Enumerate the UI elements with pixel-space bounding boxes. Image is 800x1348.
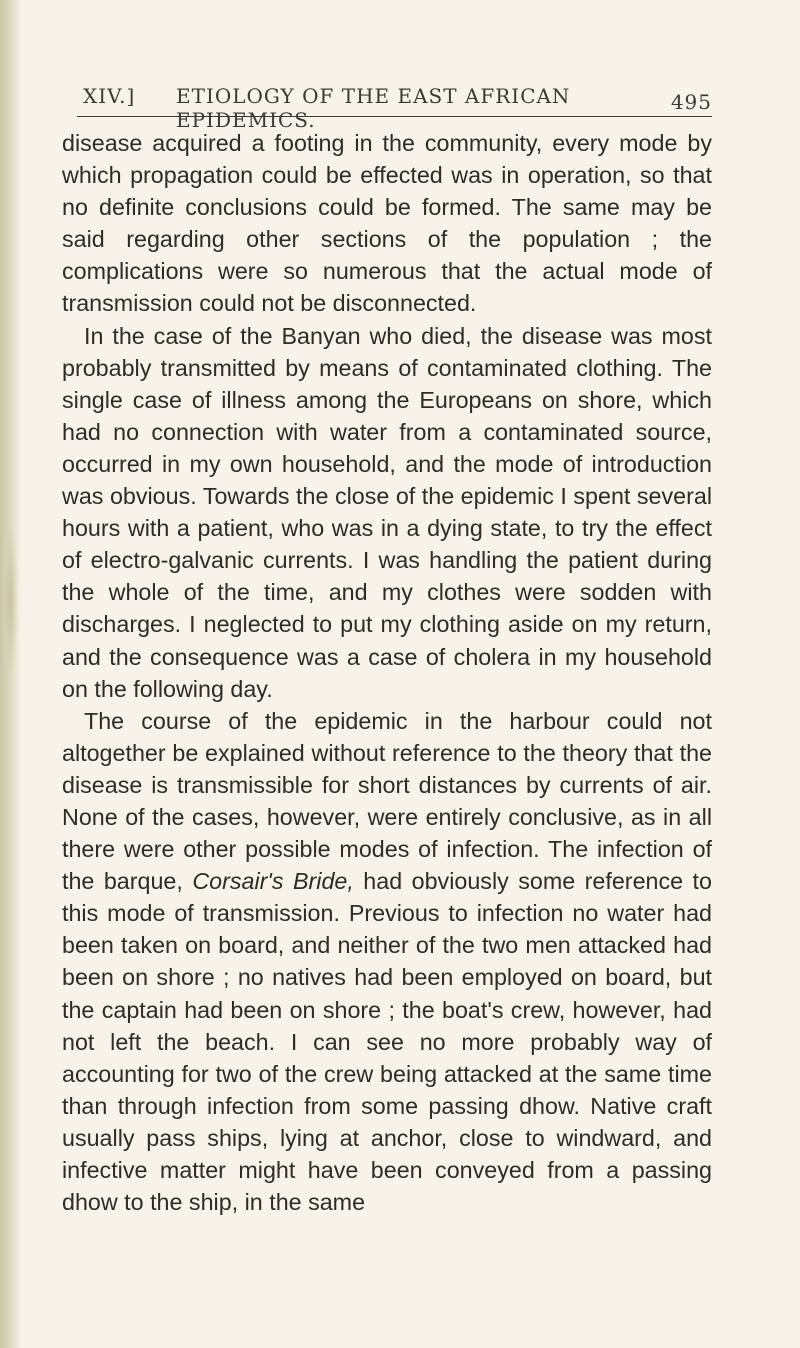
page-edge-shadow	[0, 0, 22, 1348]
book-page	[62, 74, 712, 1218]
paragraph-text-before-ship: The course of the epidemic in the harbour could not altogether be explained without reference to the theory that the disease is transmissible for short distances by currents of air. None of the cases, however, were entirely conclusive, as in all there were other possible modes of infection. The infection of the barque,	[62, 707, 712, 895]
paragraph-banyan-case: In the case of the Banyan who died, the disease was most probably transmitted by means of contaminated clothing. The single case of illness among the Europeans on shore, which had no connection with water from a contaminated source, occurred in my own household, and the mode of introduction was obvious. Towards the close of the epidemic I spent several hours with a patient, who was in a dying state, to try the effect of electro-galvanic currents. I was handling the patient during the whole of the time, and my clothes were sodden with discharges. I neglected to put my clothing aside on my return, and the consequence was a case of cholera in my household on the following day.	[62, 322, 712, 702]
running-head	[77, 74, 712, 132]
paragraph-harbour-epidemic	[62, 705, 712, 1219]
paragraph-text-after-ship: had obviously some reference to this mode of transmission. Previous to infection no water had been taken on board, and neither of the two men attacked had been on shore ; no natives had been employed on board, but the captain had been on shore ; the boat's crew, however, had not left the beach. I can see no more probably way of accounting for two of the crew being attacked at the same time than through infection from some passing dhow. Native craft usually pass ships, lying at anchor, close to windward, and infective matter might have been conveyed from a passing dhow to the ship, in the same	[62, 868, 712, 1216]
body-text	[62, 127, 712, 1218]
ship-name: Corsair's Bride,	[192, 868, 354, 895]
chapter-label: XIV.]	[83, 84, 136, 108]
running-title: ETIOLOGY OF THE EAST AFRICAN EPIDEMICS.	[176, 84, 571, 132]
page-number: 495	[670, 90, 712, 114]
paragraph-continuation: disease acquired a footing in the community, every mode by which propagation could be effected was in operation, so that no definite conclusions could be formed. The same may be said regarding other sections of the population ; the complications were so numerous that the actual mode of transmission could not be disconnected.	[62, 130, 712, 317]
